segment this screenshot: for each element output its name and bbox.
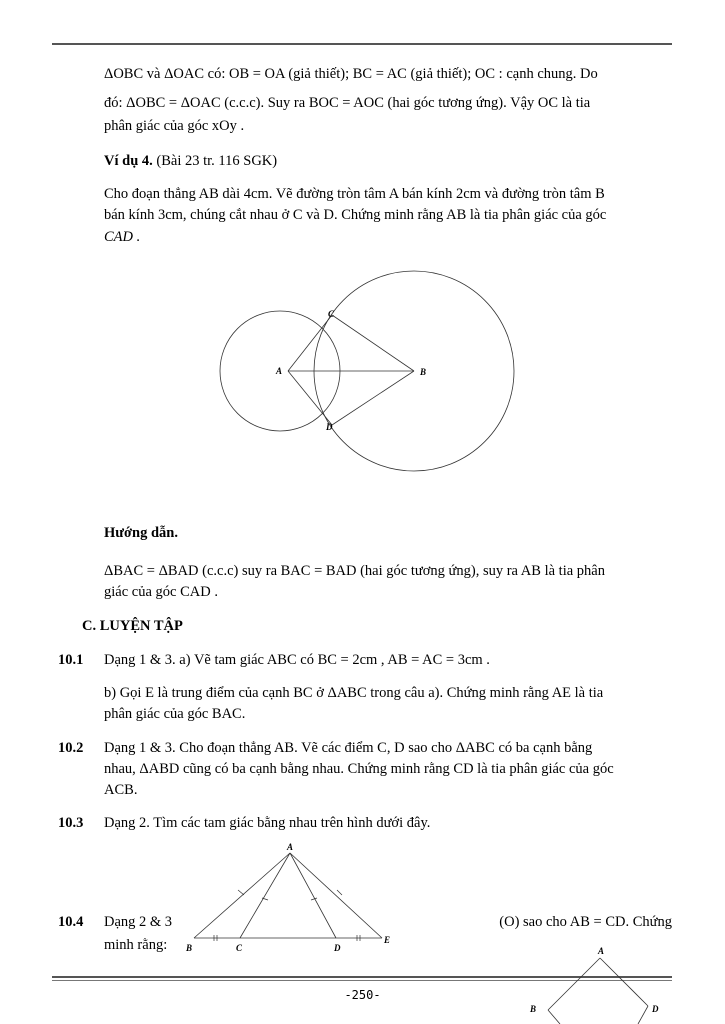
proof-line-1: ΔOBC và ΔOAC có: OB = OA (giả thiết); BC = AC (giả thiết); OC : cạnh chung. Do	[104, 66, 598, 82]
exercise-10-2-line-3: ACB.	[104, 782, 138, 798]
exercise-10-3-line-1: Dạng 2. Tìm các tam giác bằng nhau trên hình dưới đây.	[104, 815, 431, 831]
example-line-3: CAD .	[104, 229, 141, 245]
exercise-10-2-line-2: nhau, ΔABD cũng có ba cạnh bằng nhau. Chứng minh rằng CD là tia phân giác của góc	[104, 761, 614, 777]
segment-bc	[332, 315, 414, 371]
label-b: B	[420, 367, 427, 377]
guide-line-1: ΔBAC = ΔBAD (c.c.c) suy ra BAC = BAD (hai góc tương ứng), suy ra AB là tia phân	[104, 563, 605, 579]
example-heading	[104, 151, 672, 172]
segment-ad	[288, 371, 332, 425]
label-a2: A	[287, 842, 294, 852]
exercise-10-4-line-1-left: Dạng 2 & 3	[104, 914, 173, 930]
label-b2: B	[186, 943, 193, 953]
exercise-number-10-1: 10.1	[58, 652, 84, 668]
segment-ac	[288, 315, 332, 371]
label-d: D	[326, 422, 333, 432]
segment-ab3	[548, 958, 600, 1010]
proof-line-3: phân giác của góc xOy .	[104, 118, 245, 134]
partial-figure	[520, 940, 670, 1024]
two-circles-figure	[210, 265, 530, 480]
label-e2: E	[384, 935, 391, 945]
exercise-number-10-4: 10.4	[58, 914, 84, 930]
guide-title: Hướng dẫn.	[104, 525, 178, 541]
exercise-10-2-line-1: Dạng 1 & 3. Cho đoạn thẳng AB. Vẽ các điểm C, D sao cho ΔABC có ba cạnh bằng	[104, 740, 593, 756]
example-label: Ví dụ 4.	[104, 153, 153, 169]
label-c: C	[328, 309, 335, 319]
guide-line-2: giác của góc CAD .	[104, 584, 218, 600]
label-a3: A	[598, 946, 605, 956]
exercise-10-4-line-1-right: (O) sao cho AB = CD. Chứng	[499, 914, 672, 930]
exercise-10-4-line-2: minh rằng:	[104, 937, 168, 953]
section-heading: C. LUYỆN TẬP	[82, 618, 183, 634]
example-reference: (Bài 23 tr. 116 SGK)	[156, 153, 278, 169]
proof-line-2: đó: ΔOBC = ΔOAC (c.c.c). Suy ra BOC = AOC (hai góc tương ứng). Vậy OC là tia	[104, 95, 591, 111]
page-number: -250-	[344, 988, 381, 1002]
exercise-10-1-line-1: Dạng 1 & 3. a) Vẽ tam giác ABC có BC = 2cm , AB = AC = 3cm .	[104, 652, 490, 668]
example-line-1: Cho đoạn thẳng AB dài 4cm. Vẽ đường tròn tâm A bán kính 2cm và đường tròn tâm B	[104, 186, 605, 202]
label-d3: D	[652, 1004, 659, 1014]
segment-ad3	[600, 958, 648, 1006]
label-b3: B	[530, 1004, 537, 1014]
exercise-number-10-2: 10.2	[58, 740, 84, 756]
segment-d-down	[638, 1006, 648, 1024]
exercise-10-1-line-3: phân giác của góc BAC.	[104, 706, 246, 722]
label-a: A	[276, 366, 283, 376]
header-rule	[52, 43, 672, 45]
exercise-10-1-line-2: b) Gọi E là trung điểm của cạnh BC ở ΔABC trong câu a). Chứng minh rằng AE là tia	[104, 685, 604, 701]
segment-bd	[332, 371, 414, 425]
triangle-figure	[172, 838, 404, 956]
segment-b-down	[548, 1010, 560, 1024]
label-c2: C	[236, 943, 243, 953]
exercise-number-10-3: 10.3	[58, 815, 84, 831]
example-line-2: bán kính 3cm, chúng cắt nhau ở C và D. Chứng minh rằng AB là tia phân giác của góc	[104, 207, 607, 223]
label-d2: D	[334, 943, 341, 953]
